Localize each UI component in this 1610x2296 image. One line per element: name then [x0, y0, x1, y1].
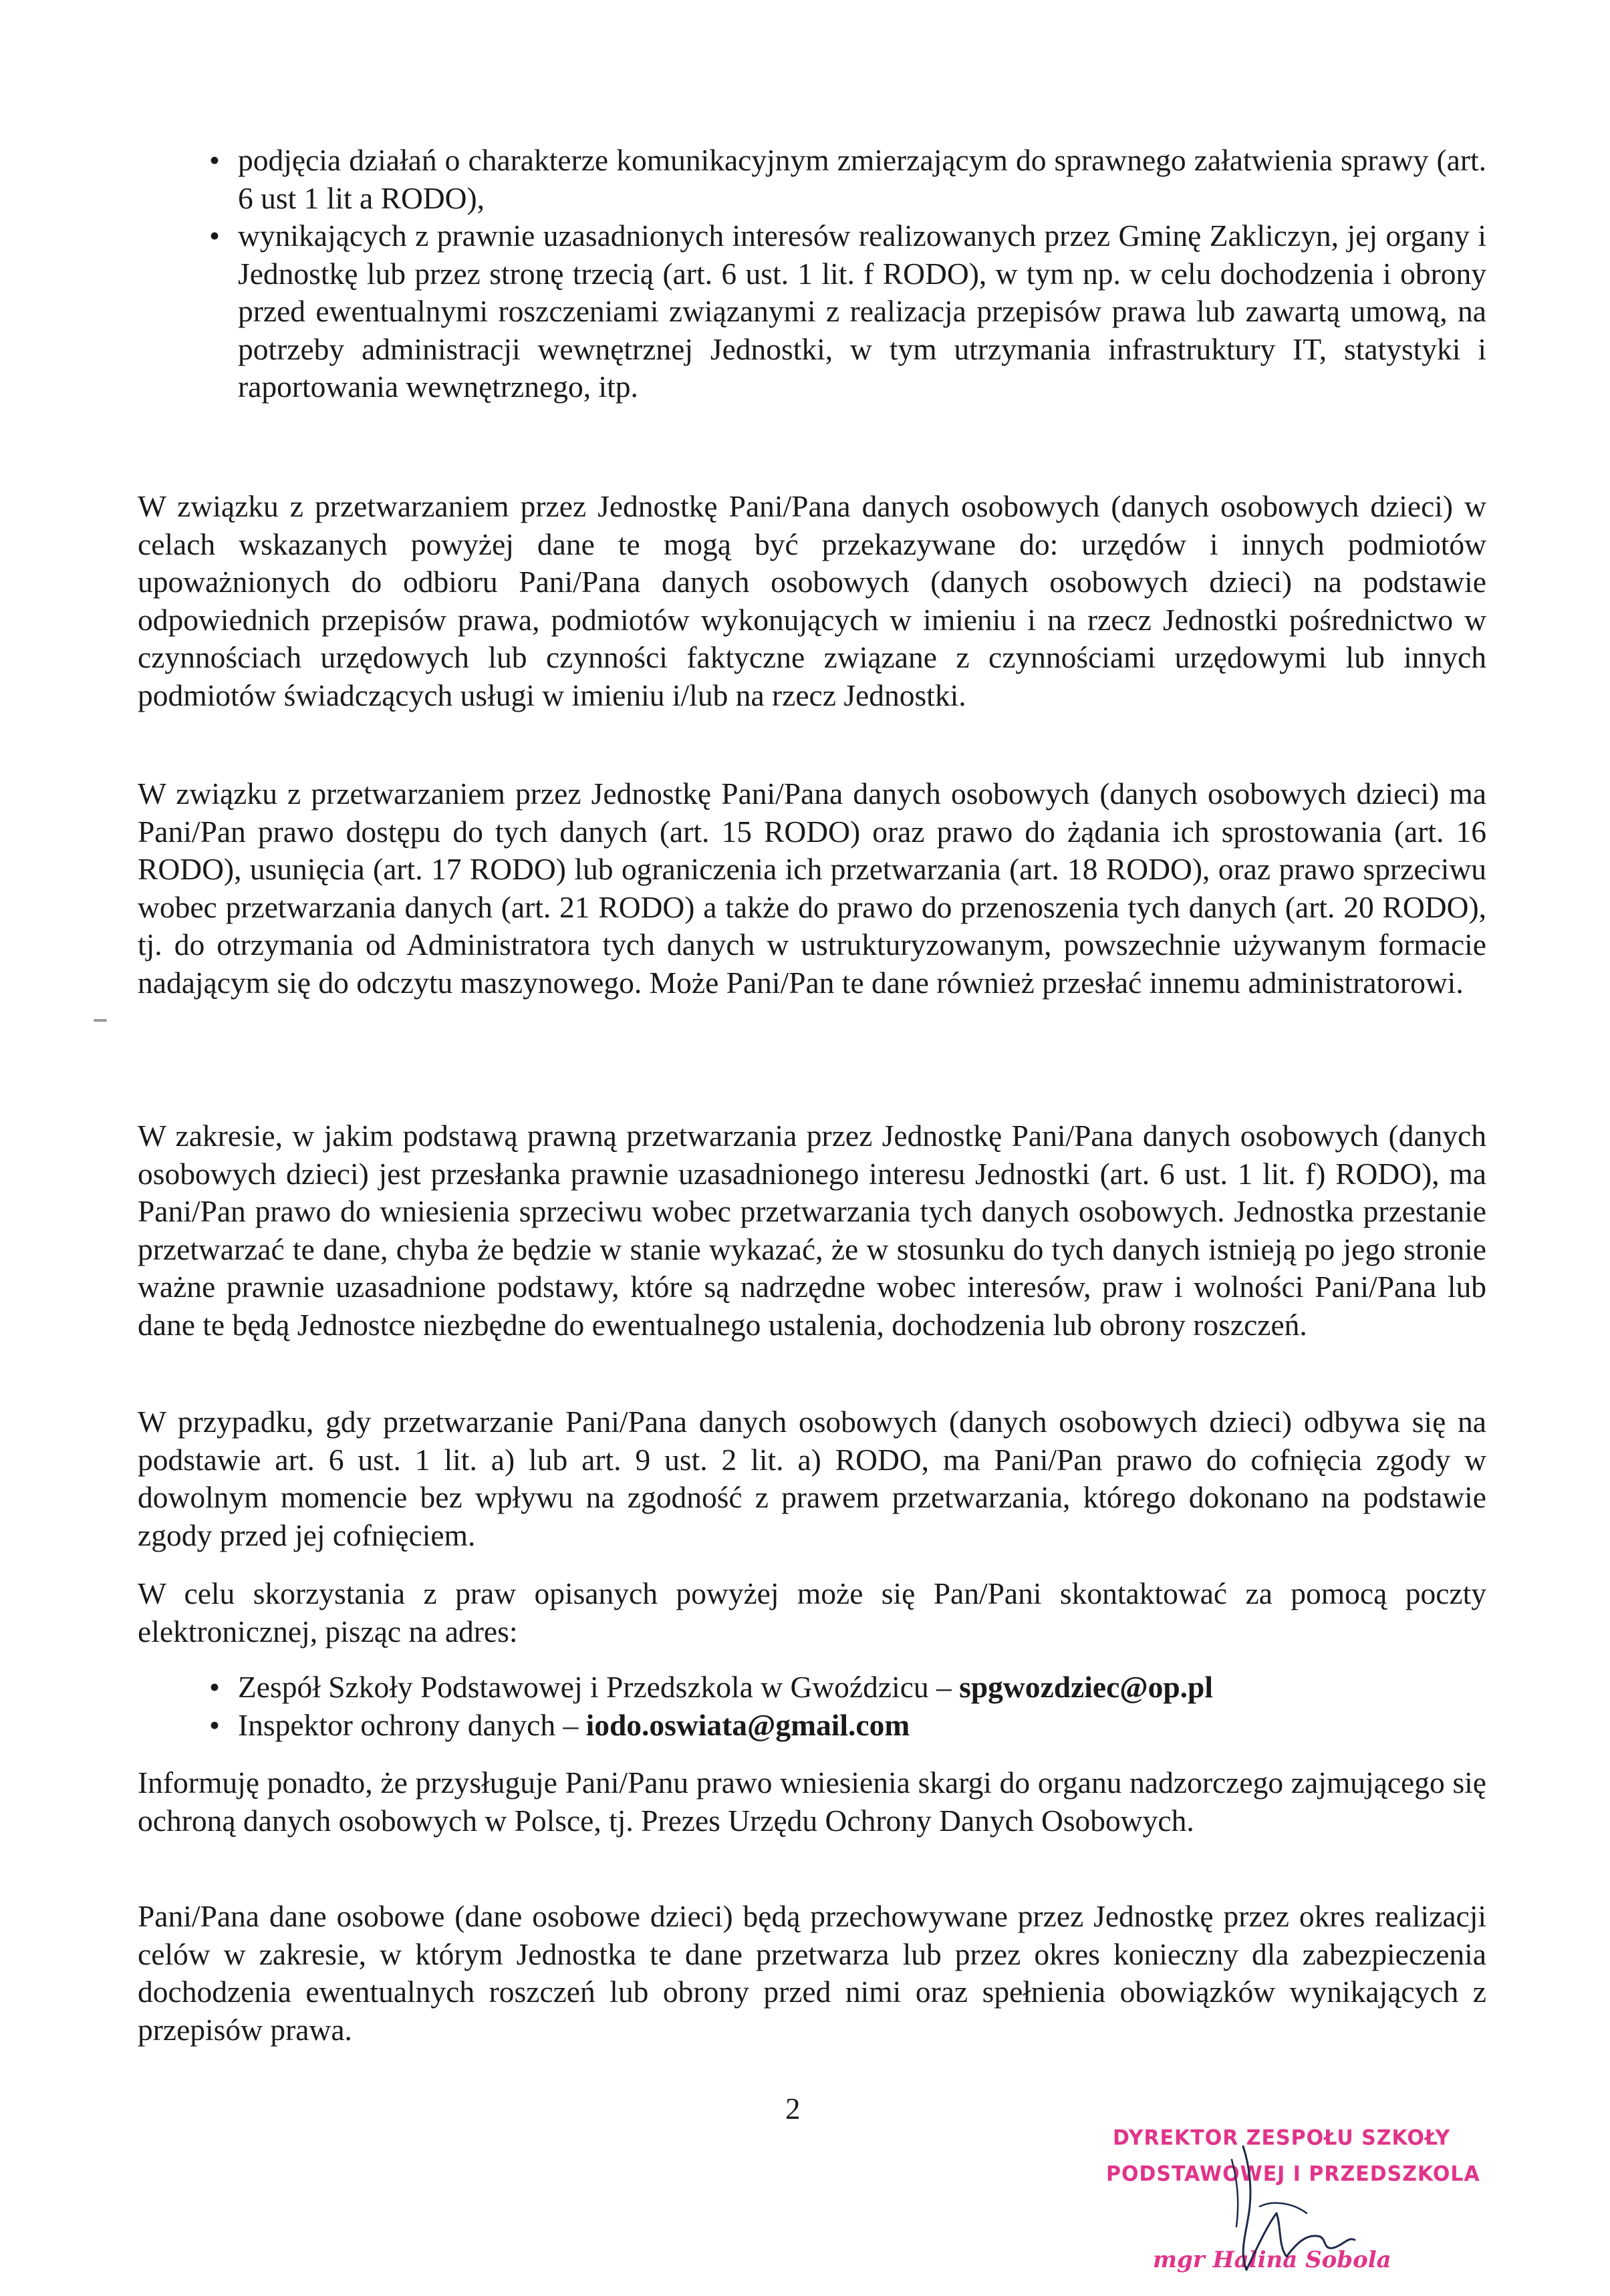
complaint-paragraph-block — [138, 1764, 1486, 1840]
consent-paragraph: W przypadku, gdy przetwarzanie Pani/Pana danych osobowych (danych osobowych dzieci) odbywa się na podstawie art. 6 ust. 1 lit. a) lub art. 9 ust. 2 lit. a) RODO, ma Pani/Pan prawo do cofnięcia zgody w dowolnym momencie bez wpływu na zgodność z prawem przetwarzania, którego dokonano na podstawie zgody przed jej cofnięciem. — [138, 1405, 1486, 1552]
contact-email: iodo.oswiata@gmail.com — [585, 1707, 910, 1742]
list-item-text: podjęcia działań o charakterze komunikacyjnym zmierzającym do sprawnego załatwienia sprawy (art. 6 ust 1 lit a RODO), — [238, 143, 1486, 215]
complaint-paragraph: Informuję ponadto, że przysługuje Pani/Panu prawo wniesienia skargi do organu nadzorczego zajmującego się ochroną danych osobowych w Polsce, tj. Prezes Urzędu Ochrony Danych Osobowych. — [138, 1765, 1486, 1838]
list-item — [138, 217, 1486, 406]
recipients-paragraph: W związku z przetwarzaniem przez Jednostkę Pani/Pana danych osobowych (danych osobowych dzieci) w celach wskazanych powyżej dane te mogą być przekazywane do: urzędów i innych podmiotów upoważnionych do odbioru Pani/Pana danych osobowych (danych osobowych dzieci) na podstawie odpowiednich przepisów prawa, podmiotów wykonujących w imieniu i na rzecz Jednostki pośrednictwo w czynnościach urzędowych lub czynności faktyczne związane z czynnościami urzędowymi lub innych podmiotów świadczących usługi w imieniu i/lub na rzecz Jednostki. — [138, 489, 1486, 712]
handwritten-signature — [1106, 2120, 1454, 2287]
list-item-text: wynikających z prawnie uzasadnionych interesów realizowanych przez Gminę Zakliczyn, jej organy i Jednostkę lub przez stronę trzecią (art. 6 ust. 1 lit. f RODO), w tym np. w celu dochodzenia i obrony przed ewentualnymi roszczeniami związanymi z realizacja przepisów prawa lub zawartą umową, na potrzeby administracji wewnętrznej Jednostki, w tym utrzymania infrastruktury IT, statystyki i raportowania wewnętrznego, itp. — [238, 219, 1486, 404]
contacts-list — [138, 1669, 1486, 1744]
objection-paragraph-block — [138, 1117, 1486, 1344]
rights-paragraph-block — [138, 775, 1486, 1002]
stamp-director-name: mgr Halina Sobola — [1153, 2247, 1391, 2273]
director-stamp — [1106, 2120, 1480, 2287]
objection-paragraph: W zakresie, w jakim podstawą prawną przetwarzania przez Jednostkę Pani/Pana danych osobowych (danych osobowych dzieci) jest przesłanka prawnie uzasadnionego interesu Jednostki (art. 6 ust. 1 lit. f) RODO), ma Pani/Pan prawo do wniesienia sprzeciwu wobec przetwarzania tych danych osobowych. Jednostka przestanie przetwarzać te dane, chyba że będzie w stanie wykazać, że w stosunku do tych danych istnieją po jego stronie ważne prawnie uzasadnione podstawy, które są nadrzędne wobec interesów, praw i wolności Pani/Pana lub dane te będą Jednostce niezbędne do ewentualnego ustalenia, dochodzenia lub obrony roszczeń. — [138, 1119, 1486, 1342]
list-item — [138, 1707, 1486, 1745]
bullet-icon: • — [209, 1707, 220, 1742]
rights-paragraph: W związku z przetwarzaniem przez Jednostkę Pani/Pana danych osobowych (danych osobowych dzieci) ma Pani/Pan prawo dostępu do tych danych (art. 15 RODO) oraz prawo do żądania ich sprostowania (art. 16 RODO), usunięcia (art. 17 RODO) lub ograniczenia ich przetwarzania (art. 18 RODO), oraz prawo sprzeciwu wobec przetwarzania danych (art. 21 RODO) a także do prawo do przenoszenia tych danych (art. 20 RODO), tj. do otrzymania od Administratora tych danych w ustrukturyzowanym, powszechnie używanym formacie nadającym się do odczytu maszynowego. Może Pani/Pan te dane również przesłać innemu administratorowi. — [138, 776, 1486, 1000]
page-number: 2 — [785, 2092, 801, 2126]
contact-paragraph: W celu skorzystania z praw opisanych powyżej może się Pan/Pani skontaktować za pomocą poczty elektronicznej, pisząc na adres: — [138, 1576, 1486, 1648]
contact-email: spgwozdziec@op.pl — [959, 1670, 1213, 1704]
list-item — [138, 1669, 1486, 1707]
retention-paragraph-block — [138, 1898, 1486, 2049]
contact-paragraph-block — [138, 1575, 1486, 1651]
contact-label: Zespół Szkoły Podstawowej i Przedszkola w Gwoździcu – — [238, 1670, 960, 1704]
scan-margin-mark — [94, 1019, 107, 1022]
contact-label: Inspektor ochrony danych – — [238, 1707, 586, 1742]
list-item — [138, 142, 1486, 217]
processing-purposes-section — [138, 142, 1486, 406]
stamp-school-line: PODSTAWOWEJ I PRZEDSZKOLA — [1106, 2162, 1480, 2186]
bullet-icon: • — [209, 1670, 220, 1704]
recipients-paragraph-block — [138, 488, 1486, 714]
consent-paragraph-block — [138, 1403, 1486, 1554]
bullet-icon: • — [209, 219, 220, 253]
retention-paragraph: Pani/Pana dane osobowe (dane osobowe dzieci) będą przechowywane przez Jednostkę przez okres realizacji celów w zakresie, w którym Jednostka te dane przetwarza lub przez okres konieczny dla zabezpieczenia dochodzenia ewentualnych roszczeń lub obrony przed nimi oraz spełnienia obowiązków wynikających z przepisów prawa. — [138, 1899, 1486, 2047]
processing-purposes-list — [138, 142, 1486, 406]
contacts-section — [138, 1669, 1486, 1744]
stamp-title-line: DYREKTOR ZESPOŁU SZKOŁY — [1113, 2126, 1451, 2150]
bullet-icon: • — [209, 143, 220, 177]
